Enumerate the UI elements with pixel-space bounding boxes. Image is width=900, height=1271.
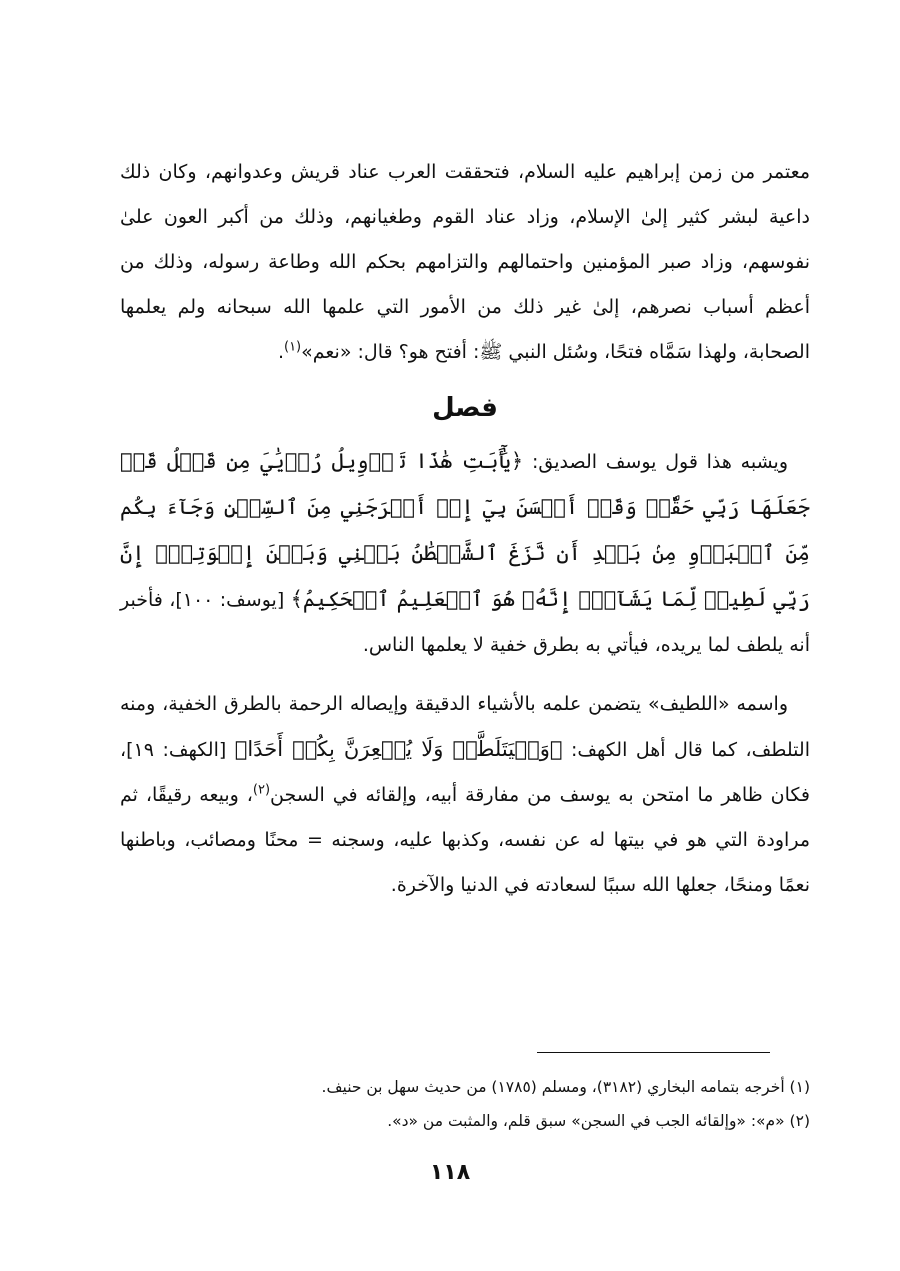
quran-verse-yusuf: ﴿يَٰٓأَبَتِ هَٰذَا تَأۡوِيلُ رُءۡيَٰيَ مِن قَبۡلُ قَدۡ جَعَلَهَا رَبِّي حَقّٗاۖ وَقَدۡ أَحۡسَنَ بِيٓ إِذۡ أَخۡرَجَنِي مِنَ ٱلسِّجۡنِ وَجَآءَ بِكُم مِّنَ ٱلۡبَدۡوِ مِنۢ بَعۡدِ أَن نَّزَغَ ٱلشَّيۡطَٰنُ بَيۡنِي وَبَيۡنَ إِخۡوَتِيٓۚ إِنَّ رَبِّي لَطِيفٞ لِّمَا يَشَآءُۚ إِنَّهُۥ هُوَ ٱلۡعَلِيمُ ٱلۡحَكِيمُ﴾: [120, 449, 811, 611]
quran-verse-kahf: ﴿وَلۡيَتَلَطَّفۡ وَلَا يُشۡعِرَنَّ بِكُمۡ أَحَدًا﴾: [234, 737, 563, 761]
main-text: [120, 150, 810, 908]
verse-reference: [يوسف: ١٠٠]،: [162, 589, 291, 611]
footnote-ref-1[interactable]: (١): [283, 339, 302, 355]
page-number: ١١٨: [429, 1160, 471, 1185]
paragraph-2: ويشبه هذا قول يوسف الصديق: ﴿يَٰٓأَبَتِ هَٰذَا تَأۡوِيلُ رُءۡيَٰيَ مِن قَبۡلُ قَدۡ جَعَلَهَا رَبِّي حَقّٗاۖ وَقَدۡ أَحۡسَنَ بِيٓ إِذۡ أَخۡرَجَنِي مِنَ ٱلسِّجۡنِ وَجَآءَ بِكُم مِّنَ ٱلۡبَدۡوِ مِنۢ بَعۡدِ أَن نَّزَغَ ٱلشَّيۡطَٰنُ بَيۡنِي وَبَيۡنَ إِخۡوَتِيٓۚ إِنَّ رَبِّي لَطِيفٞ لِّمَا يَشَآءُۚ إِنَّهُۥ هُوَ ٱلۡعَلِيمُ ٱلۡحَكِيمُ﴾ [يوسف: ١٠٠]، فأخبر أنه يلطف لما يريده، فيأتي به بطرق خفية لا يعلمها الناس.: [120, 449, 811, 656]
paragraph-1: معتمر من زمن إبراهيم عليه السلام، فتحققت العرب عناد قريش وعدوانهم، وكان ذلك داعية لبشر كثير إلىٰ الإسلام، وزاد عناد القوم وطغيانهم، وذلك من أكبر العون علىٰ نفوسهم، وزاد صبر المؤمنين واحتمالهم والتزامهم بحكم الله وطاعة رسوله، وذلك من أعظم أسباب نصرهم، إلىٰ غير ذلك من الأمور التي علمها الله سبحانه ولم يعلمها الصحابة، ولهذا سَمَّاه فتحًا، وسُئل النبي ﷺ: أفتح هو؟ قال: «نعم»$^{(١)}$.: [120, 161, 810, 363]
verse-reference: [الكهف: ١٩]،: [120, 739, 235, 761]
footnote-divider: [537, 1052, 770, 1053]
footnotes: [120, 1070, 810, 1138]
section-heading: فصل: [432, 393, 498, 423]
footnote-2: (٢) «م»: «وإلقائه الجب في السجن» سبق قلم، والمثبت من «د».: [387, 1112, 810, 1130]
footnote-1: (١) أخرجه بتمامه البخاري (٣١٨٢)، ومسلم (١٧٨٥) من حديث سهل بن حنيف.: [321, 1078, 810, 1096]
paragraph-3: واسمه «اللطيف» يتضمن علمه بالأشياء الدقيقة وإيصاله الرحمة بالطرق الخفية، ومنه التلطف، كما قال أهل الكهف: ﴿وَلۡيَتَلَطَّفۡ وَلَا يُشۡعِرَنَّ بِكُمۡ أَحَدًا﴾ [الكهف: ١٩]، فكان ظاهر ما امتحن به يوسف من مفارقة أبيه، وإلقائه في السجن$^{(٢)}$، وبيعه رقيقًا، ثم مراودة التي هو في بيتها له عن نفسه، وكذبها عليه، وسجنه = محنًا ومصائب، وباطنها نعمًا ومنحًا، جعلها الله سببًا لسعادته في الدنيا والآخرة.: [120, 693, 811, 896]
footnote-ref-2[interactable]: (٢): [252, 782, 271, 798]
